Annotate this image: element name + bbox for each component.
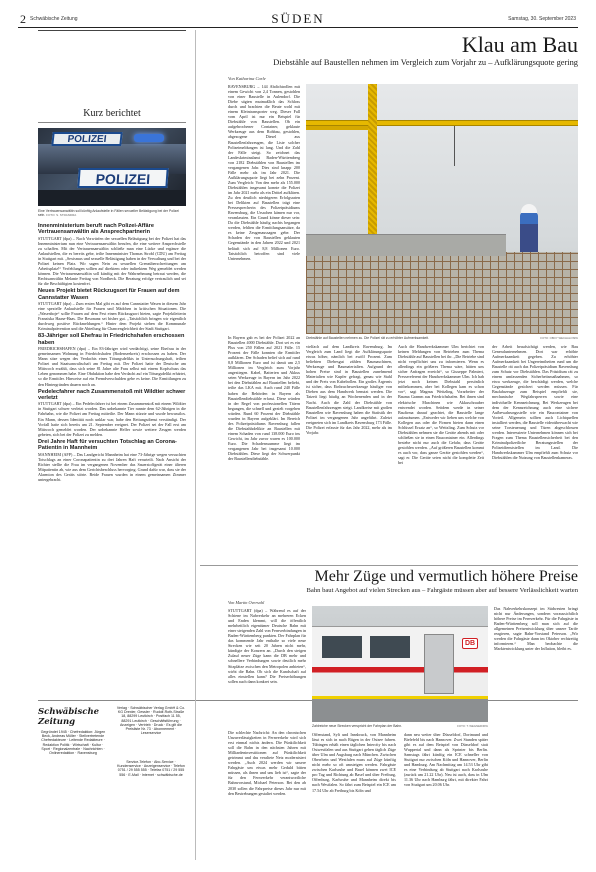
section-title: SÜDEN xyxy=(271,11,325,26)
police-sign-bottom: POLIZEI xyxy=(77,168,168,188)
concrete-wall xyxy=(306,234,506,256)
article-2-column-3: Offenstand, Sylt und Innsbruck, von Mannheim lässt es sich in nach Rügen in der Ostsee fahren. Tübingen erhält einen täglichen Intercity bis nach Ostwestfalen und aus Stuttgart gehen täglich Züge über Ulm und Augsburg nach München. Zwischen Oberrhein und Westfalen muss auf Züge künftig nicht mehr so oft umsteigen werden. Fahrgäste zwischen Karlsruhe und Basel können zwei ICE pro Tag und Richtung ab Basel und über Freiburg, Offenburg, Karlsruhe und Mannheim direkt bis nach Westfalen. So fährt zum Beispiel ein ICE um 17.54 Uhr ab Freiburg bis Köln und xyxy=(312,732,396,793)
crane-hook-cable xyxy=(454,126,455,166)
footer-logo: Schwäbische Zeitung xyxy=(38,707,100,727)
article-1-column-3: vielfach auf dem Landkreis Ravensburg. Im Vergleich zum Land liegt die Aufklärungsquote etwas höher, nämlich bei zwölf Prozent. Zum beliebten Diebesgut zählen Baumaschinen, Werkzeuge und Baumaterialien. Aufgrund der hohen Preise sind in Baustellen zunehmend Materialien wie Kupfer gefragt, genau wie Stahl und der Preis von Kabelrollen. Ein großes Ärgernis ist sicher, dass Einbruchswerkzeuge häufiger von Dieben aus dem Handwerk benutzt werden. Die Tatzeit liegt häufig an Wochenenden und in der Nacht. Auch die Zahl der Diebstähle von Baustellenfahrzeugen steigt. Landkreise mit großen Baustellen wie Ravensburg haben die Statistik der Polizei im vergangenen Jahr angeführt. Zuletzt ereigneten sich im Landkreis Ravensburg 173 Fälle. Die Polizei erfasste für das Jahr 2022, mehr als im Vorjahr. xyxy=(306,344,392,435)
news-headline: 83-Jähriger soll Ehefrau in Friedrichshafen erschossen haben xyxy=(38,333,185,346)
news-item xyxy=(38,223,186,286)
article-1-column-5: der Arbeit beaufsichtigt werden, wie Bau Generalunternehmen. Dort war erhöhte Aufmerksamkeit gegeben. Zu erhöhter Aufmerksamkeit bei Ungereimtheiten rund um die Baustelle rät auch das Polizeipräsidium Ravensburg zum Schutz vor Diebstählen. Das Präsidium rät zu einem umfassenden Sicherheitsmaßnahmen, so etwa werkzeuge, die beschädigt werden, welche Gegenstände gesichert werden müssen. Für Baufahrzeuge zum Beispiel empfiehlt sie, mechanische Wegfahrsperren sowie eine individuelle Kennzeichnung. Bei Werkzeugen bei dem der Kennzeichnung auch eine sichere Aufbewahrungsstelle wie ein Baucontainer von Vorteil. Allgemein sollten auch Lichtquellen installiert werden, die Baustelle videoüberwacht wie seine Torsteuerung und Türen abgeschlossen werden. Interessierte Unternehmen können sich bei Fragen zum Thema Baustellensicherheit bei den Kriminalpolizeiliche Beratungsstellen der Polizeidienststellen im Land. Die Handwerkskammer Ulm empfiehlt zum Schutz vor Diebstählen die Nutzung von Baustellenkameras. xyxy=(492,344,578,461)
sidebar-top-rule xyxy=(38,30,186,31)
article-2-column-2: Die schlechte Nachricht: An den chronischen Unzuverlässigkeiten in Fernverkehr wird sich erst einmal nichts ändern. Die Pünktlichkeit soll die Bahn in den nächsten Jahren mit Milliardeninvestitionen auf Pünktlichkeit getrimmt und das veraltete Netz modernisiert werden. „Auch 2024 werden wir unsere Fahrgäste um etwas mehr Geduld bitten müssen, als ihnen und uns lieb ist“, sagte der für den Fernverkehr verantwortliche Bahnvorstand, Michael Peterson. Bei den ab 2030 sollen die Fahrpreise dieses Jahr nur mit den Bestrebungen gestaltet werden. xyxy=(228,730,306,796)
sidebar-kicker: Kurz berichtet xyxy=(83,108,141,119)
train-window-2 xyxy=(370,636,410,658)
train-door xyxy=(424,634,454,694)
paper-name: Schwäbische Zeitung xyxy=(30,16,78,22)
page-number: 2 xyxy=(20,12,26,26)
news-headline: Neues Projekt bietet Rückzugsort für Frauen auf dem Cannstatter Wasen xyxy=(38,288,180,301)
sidebar-photo-credit: FOTO: S. STRANDRA xyxy=(46,213,77,217)
news-text: STUTTGART (dpa) – Zum ersten Mal gibt es auf dem Cannstatter Wasen in diesem Jahr eine spezielle Anlaufstelle für Frauen und Mädchen in kritischen Situationen. Die „Wasenboje“ sollte Frauen auf dem Fest einen Rückzugsort bieten, sagte Projektleiterin Franziska Haase-Haas. Die Resonanz sei bisher gut. „Tatsächlich bringen wir eigentlich durchweg positive Rückmeldungen.“ Hinter dem Projekt stehen die Kommunale Kriminalprävention und die Abteilung für Chancengleichheit der Stadt Stuttgart. xyxy=(38,301,186,332)
date: Samstag, 30. September 2023 xyxy=(508,16,576,22)
article-divider xyxy=(200,565,578,566)
news-headline: Innenministerium beruft nach Polizei-Affäre Vertrauensanwältin als Ansprechpartnerin xyxy=(38,223,154,236)
article-2-column-1: STUTTGART (dpa) – Während es auf der Schiene im Nahverkehr an mehreren Ecken und Enden klemmt, will die öffentlich mehrheitlich eigentümer Deutsche Bahn mit einer steigenden Zahl von Fernverbindungen in Baden-Württemberg punkten. Der Fahrplan für das kommende Jahr enthalte so viele neue Strecken wie seit 20 Jahren nicht mehr, kündigte der Konzern an. „Durch den steigen Zulauf neuer Züge kann die DB mehr und schnellere Verbindungen sowie deutlich mehr Sitzplätze zwischen den Metropolen anbieten“, wirbt die Bahn. Ob sich die Kundschaft auf alles einstellen kann? Die Preiserhöhungen sollen auch dann konkret sein. xyxy=(228,608,306,684)
news-text: MANNHEIM (AFP) – Das Landgericht Mannheim hat eine 73-Jährige wegen versuchten Totschlags an einer Coronapatientin zu drei Jahren Haft verurteilt. Nach Ansicht der Richter stellte die Frau im vergangenen November das Sauerstoffgerät einer älteren Mitpatientin ab, wie aus dem Gerichtsbeschluss hervorging. Grund dafür war, dass sie der Alarmton des Geräts störte. Beide Frauen wurden in einem gemeinsamen Zimmer untergebracht. xyxy=(38,451,186,482)
article-2-column-4: dann neu weiter über Düsseldorf, Dortmund und Bielefeld bis nach Hannover. Zwei Stunden später gibt es auf dem Beispiel von Düsseldorf statt Wuppertal und dann als Sprinter bis Berlin. Samstags fährt künftig ein ICE schneller von Stuttgart nur zwischen Köln und Hannover, Berlin und Hamburg. Am Nachmittag um 14.53 Uhr gibt es eine Verbindung ab Stuttgart nach Karlsruhe (zurück um 21.22 Uhr). Neu ist auch, dass in Ulm 11.36 Uhr nach Hamburg fährt, mit direkter Fahrt von Stuttgart um 20.06 Uhr. xyxy=(404,732,488,788)
footer-impressum-1: Gegründet 1945 · Chefredaktion: Jürgen Beck, Andreas Müller · Stellvertretende Chefredakteure · Leitende Redakteure · Redaktion Politik · Wirtschaft · Kultur · Sport · Regionalzentrale · Nachrichten · Onlineredaktion · Ravensburg xyxy=(40,730,106,756)
article-2-byline: Von Martin Oversohl xyxy=(228,600,265,605)
article-1-photo-caption: Diebstähle auf Baustellen nehmen zu. Die Polizei rät zu erhöhter Aufmerksamkeit. xyxy=(306,336,430,340)
platform xyxy=(312,696,488,722)
police-sign-top: POLIZEI xyxy=(51,132,122,146)
news-item xyxy=(38,333,186,386)
article-1-byline: Von Katharina Carle xyxy=(228,76,266,81)
platform-edge xyxy=(312,696,488,699)
news-headline: Drei Jahre Haft für versuchten Totschlag an Corona-Patientin in Mannheim xyxy=(38,438,177,452)
article-1-column-2: In Bayern gab es bei der Polizei 2022 an Baustellen 4000 Diebstähle. Dort sei es ein Plus von 250 Fällen auf 2021 Fälle. 15 Prozent der Fälle konnten die Ermittler aufklären. Der Schaden belief sich auf rund 8,8 Millionen Euro und ist damit um 2,5 Millionen im Vergleich zum Vorjahr angestiegen. Kabel, Batterien und Akkus seien Werkzeuge in Bayern im Jahr 2022 bei den Diebstählen auf Baustellen beliebt, teilte das LKA mit. Auch rund 240 Fälle haben die Behörden in Bayern als Baustellendiebstähle erfasst. Diese würden in der Regel von professionellen Tätern begangen, die schnell und gezielt vorgehen würden. Rund 60 Prozent der Diebstähle wurden in Bayern aufgeklärt. Im Bereich des Polizeipräsidiums Ravensburg fallen die Diebstahlsdelikte an Baustellen mit einem Schaden von rund 138.000 Euro ins Gewicht, im Jahr zuvor waren es 100.000 Euro. Die Schadenssumme liegt im vergangenen Jahr bei insgesamt 10.000 Diebstählen. Diese liegt der Schwerpunkt der Baustellendiebstähle. xyxy=(228,335,300,462)
news-item xyxy=(38,288,186,331)
sidebar-photo-caption: Eine Vertrauensanwältin soll künftig Anlaufstelle in Fällen sexueller Belästigung bei der Polizei sein. FOTO: S. STRANDRA xyxy=(38,209,179,217)
column-divider xyxy=(195,30,196,860)
train-window-1 xyxy=(322,636,362,658)
article-1-headline: Klau am Bau xyxy=(461,32,578,57)
sidebar-kicker-rule xyxy=(38,122,186,123)
article-1-column-1: RAVENSBURG – 144 Abdichtrollen mit einem Gewicht von 2,4 Tonnen, gestohlen von einer Baustelle in Aulendorf. Die Diebe sägten mutmaßlich das Schloss durch und brachten die Beute wohl mit einem Kleintransporter weg. Dieser Fall vom April ist nur ein Beispiel für Diebstähle von Baustellen. Ob ein aufgebrochener Container, geklaute Werkzeuge aus dem Rohbau, gestohlen, abgezogene Diesel aus Baustellenfahrzeugen, die Liste solcher Polizeimeldungen ist lang. Und die Zahl der Fälle steigt. So zeichnet das Landeskriminalamt Baden-Württemberg von 2182 Diebstählen von Baustellen im vergangenen Jahr. Dies sind knapp 200 Fälle mehr als im Jahr 2021. Die Aufklärungsquote liegt bei zehn Prozent. Zum Vergleich: Von den mehr als 155.000 Diebstählen insgesamt konnte die Polizei im Jahr 2021 mehr als ein Drittel aufklären. Zu den deutlich niedrigeren Erfolgsraten bei Delikten auf Baustellen trägt eine Pressesprecherin des Polizeipräsidiums Ravensburg, die Ursachen kämen nur vor, veranlassten. Ein Grund könne dieser sein: Da die Diebstähle häufig nachts begangen werden, fehlten die Ermittlungsansätze, da es keine Zeugenaussagen gebe. Der Schaden der von Baustellen geklauten Gegenstände in den Jahren 2022 und 2021 beläuft sich auf 8,8 Millionen Euro. Tatsächlich betroffen sind viele Unternehmen. xyxy=(228,84,300,261)
article-2-column-5: Das Nahverkehrskonzept im Südwesten bringt nicht nur Änderungen, sondern voraussichtlich höhere Preise im Fernverkehr. Für die Fahrgäste in Baden-Württemberg soll man sich auf die allgemeinen Preisentwicklung über unsere Tarife reagieren, sagte Bahn-Vorstand Peterson. „Wir werden die Fahrgäste dann im Oktober rechtzeitig informieren.“ Man beobachte die Marktentwicklung unter der Inflation, bleibt es. xyxy=(494,606,578,652)
worker-helmet xyxy=(521,204,537,213)
article-2-subheadline: Bahn baut Angebot auf vielen Strecken aus – Fahrgäste müssen aber auf bessere Verlässlichkeit warten xyxy=(306,587,578,594)
article-2-photo-credit: FOTO: T. WEGNER/FPA xyxy=(457,724,488,728)
footer-impressum-3: Service-Telefon · Abo-Service · Kundenservice · Anzeigenservice · Telefon 0751 / 29 555 555 · Telefax 0751 / 29 555 556 · E-Mail · Internet · schwäbische.de xyxy=(117,760,185,777)
sidebar-police-photo xyxy=(38,128,186,206)
sidebar xyxy=(20,30,190,870)
news-text: FRIEDRICHSHAFEN (dpa) – Ein 83-Jähriger wird verdächtigt, seine Ehefrau in der gemeinsamen Wohnung in Friedrichshafen (Bodenseekreis) erschossen zu haben. Der Mann sitze wegen des Verdachts eines Tötungsdelikts in Untersuchungshaft, teilten Polizei und Staatsanwaltschaft am Freitag mit. Der Polizei hatte der Deutsche am Mittwoch erzählt, dass sich seine 81 Jahre alte Frau selbst mit einem Kopfschuss das Leben genommen habe. Eine Obduktion habe den Verdacht auf ein Tötungsdelikt erhärtet, so die Ermittler. Hinweise auf ein Fremdverschulden gebe es keine. Die Ermittlungen zu den Hintergründen dauern noch an. xyxy=(38,346,186,387)
police-car-lower xyxy=(38,190,186,206)
db-logo: DB xyxy=(462,638,478,649)
news-text: STUTTGART (dpa) – Nach Vorwürfen der sexuellen Belästigung bei der Polizei hat das Innenministerium nun eine Vertrauensanwältin berufen, die eine weitere Ansprechstelle zu schaffen. Mit der Vertrauensanwältin schließe man eine Lücke und ergänze die Anlaufstellen, die es bereits gebe, teilte Innenminister Thomas Strobl (CDU) am Freitag in Stuttgart mit. „Sexismus und sexuelle Belästigung haben in der Verwaltung und bei der Polizei keinen Platz. Wir sagen Nein zu sexuellen Grenzüberschreitungen am Arbeitsplatz!“ Verfehlungen sollten auf direktem oder indirektem Weg gemeldet werden können. Die Vertrauensanwältin soll künftig mit der Wahrnehmung betraut werden, die Rechtsanwältin Melanie Freitag von Nordbeck. Die Beratung erfolge vertraulich und sei für die Beschäftigten kostenfrei. xyxy=(38,235,186,287)
article-1-construction-photo xyxy=(306,84,578,334)
header-rule xyxy=(18,27,578,28)
news-item xyxy=(38,439,186,482)
blue-light xyxy=(134,134,164,142)
rebar-structure xyxy=(306,252,578,334)
article-2-train-photo xyxy=(312,606,488,722)
article-1-subheadline: Diebstähle auf Baustellen nehmen im Vergleich zum Vorjahr zu – Aufklärungsquote gering xyxy=(273,58,578,67)
worker-figure xyxy=(520,212,538,252)
news-headline: Pedelecfahrer nach Zusammenstoß mit Wildtier schwer verletzt xyxy=(38,388,186,401)
article-1-column-4: Auch die Handwerkskammer Ulm berichtet von keinen Meldungen von Betrieben zum Thema Diebstähle auf Baustellen bei ihr. „Die Betriebe sind nicht verpflichtet uns zu informieren. Wenn es allerdings ein größeres Thema wäre, hätten uns sicher Anfragen erreicht“, so Giuseppe Palmieri, Pressereferent der Handwerkskammer Ulm. Ich hab jetzt noch keinen Diebstahl persönlich mitbekommen, aber bei Kollegen kam es schon vor“, sagt Magnus Weitzling, Vorarbeiter der Bauma Gramm aus Friedrichshafen. Bei ihnen sind elektrische Maschinen wie Akkuschrauber entwendet worden. Seitdem werde in seiner Baufirma darauf geachtet, die Baustelle lange aufzuräumen. „Entweder wir lieben uns welche von Kollegen aus oder die Firmen bieten dann einen Schlüssel Ersatz an“, so Weitzling. Zum Schutz vor Diebstählen nehmen sie die Geräte abends mit oder schließen sie in einen Baucontainer ein. Allerdings bestehe nicht nur auch die Gefahr, dass Geräte gestohlen werden. „Auf größeren Baustellen kommt es auch vor, dass ganze Geräte gestohlen werden“, sagt er. Die Geräte seien nicht die komplette Zeit bei xyxy=(398,344,484,466)
article-2-photo-caption: Zahlreiche neue Strecken verspricht der Fahrplan der Bahn. xyxy=(312,724,403,728)
crane-counter-jib xyxy=(306,126,368,130)
news-item xyxy=(38,389,186,437)
sidebar-news-list xyxy=(38,223,186,643)
article-1-photo-credit: FOTO: OBOY WECHALOSPA xyxy=(540,336,578,340)
news-text: STUTTGART (dpa) – Ein Pedelecfahrer ist bei einem Zusammenstoß mit einem Wildtier in Stuttgart schwer verletzt worden. Das unbekannte Tier rannte dem 62-Jährigen in die Fahrbahn, wie die Polizei am Freitag mitteilte. Der Mann stürzte und wurde bewusstlos. Ein Mann, dessen Identität noch unklar war, habe den Rettungsdienst verständigt. Der Vorfall hatte sich bereits am 21. September ereignet. Der Polizei sei der Fall erst am Mittwoch gemeldet worden. Der unbekannte Helfer sowie weitere Zeugen werden gebeten, sich bei der Polizei zu melden. xyxy=(38,401,186,437)
article-2-headline: Mehr Züge und vermutlich höhere Preise xyxy=(314,568,578,585)
footer-impressum-2: Verlag · Schwäbischer Verlag GmbH & Co. KG Drexler, Gessler · Rudolf-Roth-Straße 18, 88299 Leutkirch · Postfach 11 55, 88291 Leutkirch · Geschäftsführung · Anzeigen · Vertrieb · Druck · Es gilt die Preisliste Nr. 73 · Abonnement · Leserservice xyxy=(116,706,186,736)
